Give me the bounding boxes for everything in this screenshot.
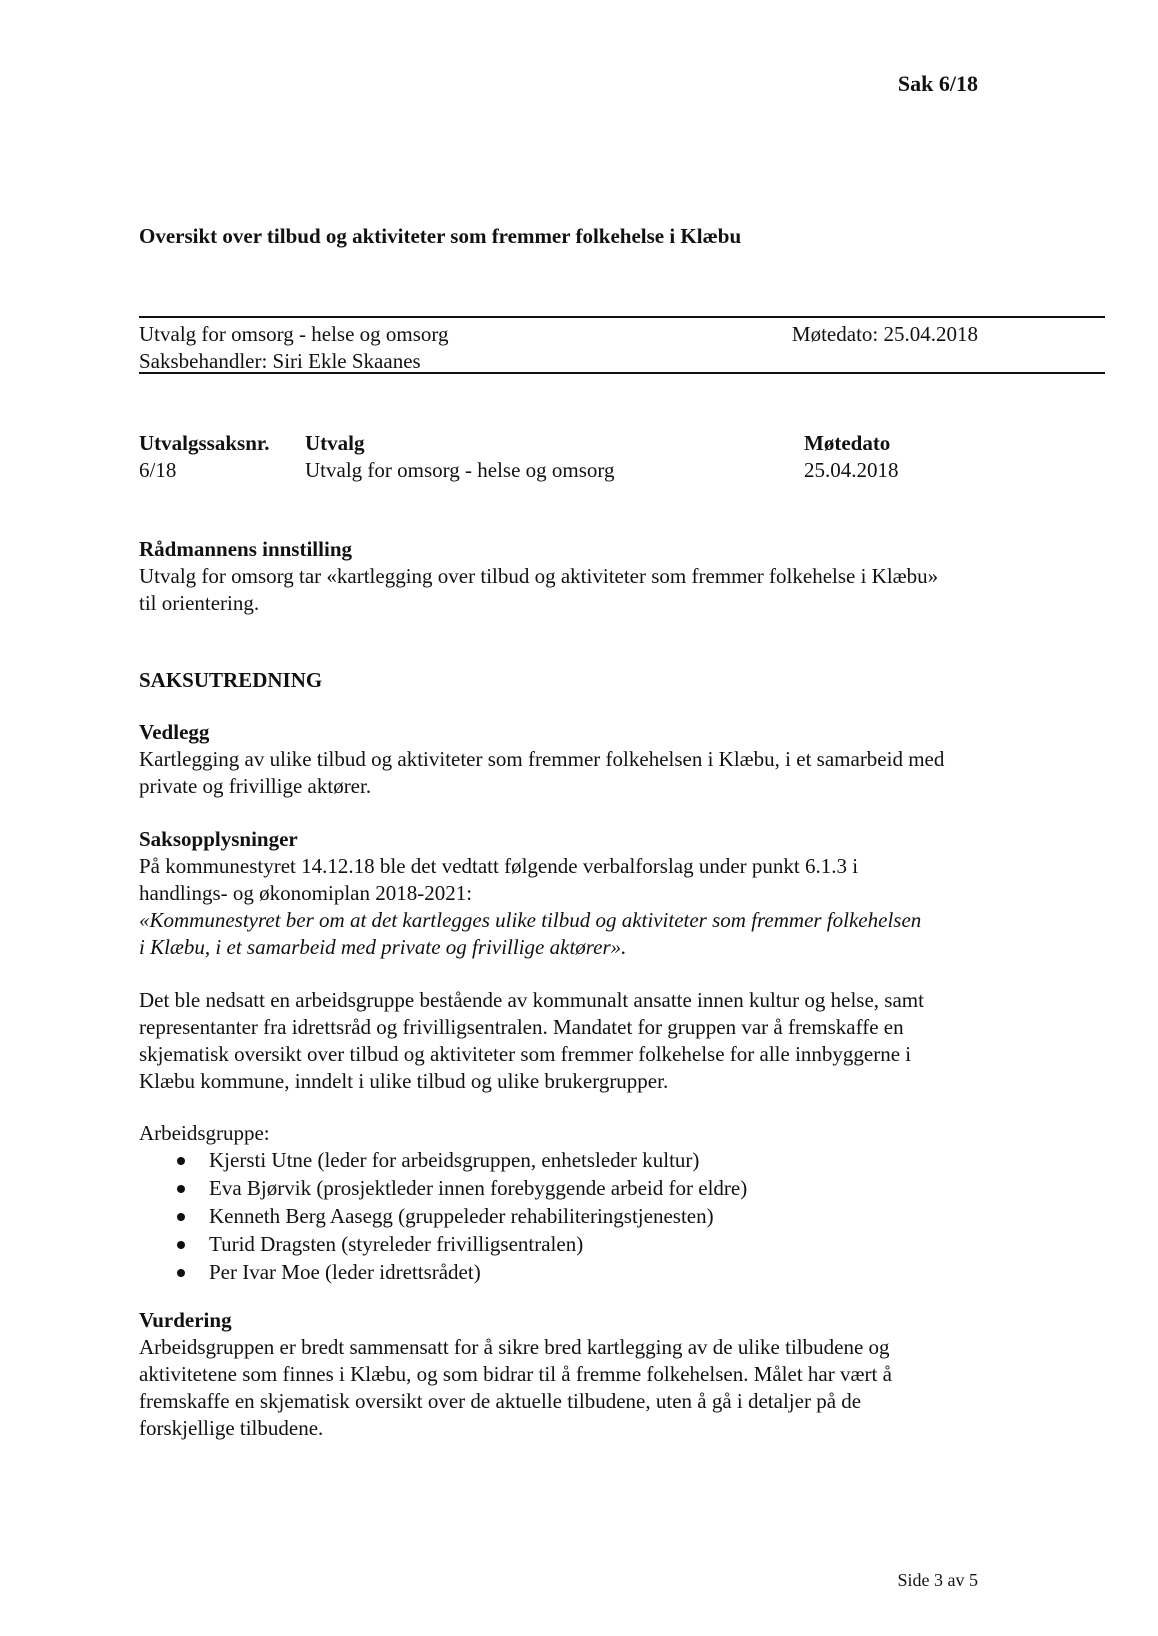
table-header-case-number: Utvalgssaksnr.: [139, 431, 270, 455]
quote-line: i Klæbu, i et samarbeid med private og frivillige aktører».: [139, 935, 627, 959]
caseworker: Saksbehandler: Siri Ekle Skaanes: [139, 349, 421, 373]
member-name: Eva Bjørvik (prosjektleder innen forebyggende arbeid for eldre): [209, 1176, 748, 1200]
bullet-icon: [177, 1269, 185, 1277]
table-header-committee: Utvalg: [305, 431, 365, 455]
paragraph-line: Klæbu kommune, inndelt i ulike tilbud og ulike brukergrupper.: [139, 1069, 669, 1093]
table-cell-case-number: 6/18: [139, 458, 177, 482]
assessment-line: Arbeidsgruppen er bredt sammensatt for å sikre bred kartlegging av de ulike tilbudene og: [139, 1335, 890, 1359]
case-info-heading: Saksopplysninger: [139, 827, 298, 851]
list-item: [139, 1202, 1039, 1230]
list-item: [139, 1174, 1039, 1202]
table-cell-meeting-date: 25.04.2018: [804, 458, 899, 482]
divider-top: [139, 316, 1105, 318]
list-item: [139, 1146, 1039, 1174]
case-info-line: På kommunestyret 14.12.18 ble det vedtatt følgende verbalforslag under punkt 6.1.3 i: [139, 854, 859, 878]
section-title: SAKSUTREDNING: [139, 668, 323, 692]
paragraph-line: skjematisk oversikt over tilbud og aktiviteter som fremmer folkehelse for alle innbyggerne i: [139, 1042, 912, 1066]
assessment-line: forskjellige tilbudene.: [139, 1416, 324, 1440]
bullet-icon: [177, 1185, 185, 1193]
paragraph-line: Det ble nedsatt en arbeidsgruppe bestående av kommunalt ansatte innen kultur og helse, samt: [139, 988, 924, 1012]
working-group-list: [139, 1146, 1039, 1286]
table-cell-committee: Utvalg for omsorg - helse og omsorg: [305, 458, 615, 482]
committee-name: Utvalg for omsorg - helse og omsorg: [139, 322, 449, 346]
assessment-line: fremskaffe en skjematisk oversikt over de aktuelle tilbudene, uten å gå i detaljer på de: [139, 1389, 862, 1413]
attachment-line: Kartlegging av ulike tilbud og aktiviteter som fremmer folkehelsen i Klæbu, i et samarbeid med: [139, 747, 945, 771]
case-info-line: handlings- og økonomiplan 2018-2021:: [139, 881, 473, 905]
page-number: Side 3 av 5: [897, 1570, 978, 1590]
assessment-line: aktivitetene som finnes i Klæbu, og som bidrar til å fremme folkehelsen. Målet har vært å: [139, 1362, 892, 1386]
attachment-line: private og frivillige aktører.: [139, 774, 372, 798]
bullet-icon: [177, 1241, 185, 1249]
list-item: [139, 1258, 1039, 1286]
document-title: Oversikt over tilbud og aktiviteter som fremmer folkehelse i Klæbu: [139, 224, 742, 248]
member-name: Kenneth Berg Aasegg (gruppeleder rehabiliteringstjenesten): [209, 1204, 714, 1228]
bullet-icon: [177, 1157, 185, 1165]
member-name: Per Ivar Moe (leder idrettsrådet): [209, 1260, 481, 1284]
member-name: Kjersti Utne (leder for arbeidsgruppen, enhetsleder kultur): [209, 1148, 700, 1172]
attachment-heading: Vedlegg: [139, 720, 210, 744]
table-header-meeting-date: Møtedato: [804, 431, 891, 455]
list-item: [139, 1230, 1039, 1258]
recommendation-line: til orientering.: [139, 591, 260, 615]
divider-bottom: [139, 372, 1105, 374]
member-name: Turid Dragsten (styreleder frivilligsentralen): [209, 1232, 584, 1256]
recommendation-heading: Rådmannens innstilling: [139, 537, 352, 561]
quote-line: «Kommunestyret ber om at det kartlegges ulike tilbud og aktiviteter som fremmer folkehelsen: [139, 908, 922, 932]
paragraph-line: representanter fra idrettsråd og frivilligsentralen. Mandatet for gruppen var å fremskaffe en: [139, 1015, 904, 1039]
working-group-label: Arbeidsgruppe:: [139, 1121, 270, 1145]
meeting-date: Møtedato: 25.04.2018: [791, 322, 978, 346]
recommendation-line: Utvalg for omsorg tar «kartlegging over tilbud og aktiviteter som fremmer folkehelse i Klæbu»: [139, 564, 939, 588]
assessment-heading: Vurdering: [139, 1308, 232, 1332]
bullet-icon: [177, 1213, 185, 1221]
case-reference: Sak 6/18: [897, 71, 978, 96]
